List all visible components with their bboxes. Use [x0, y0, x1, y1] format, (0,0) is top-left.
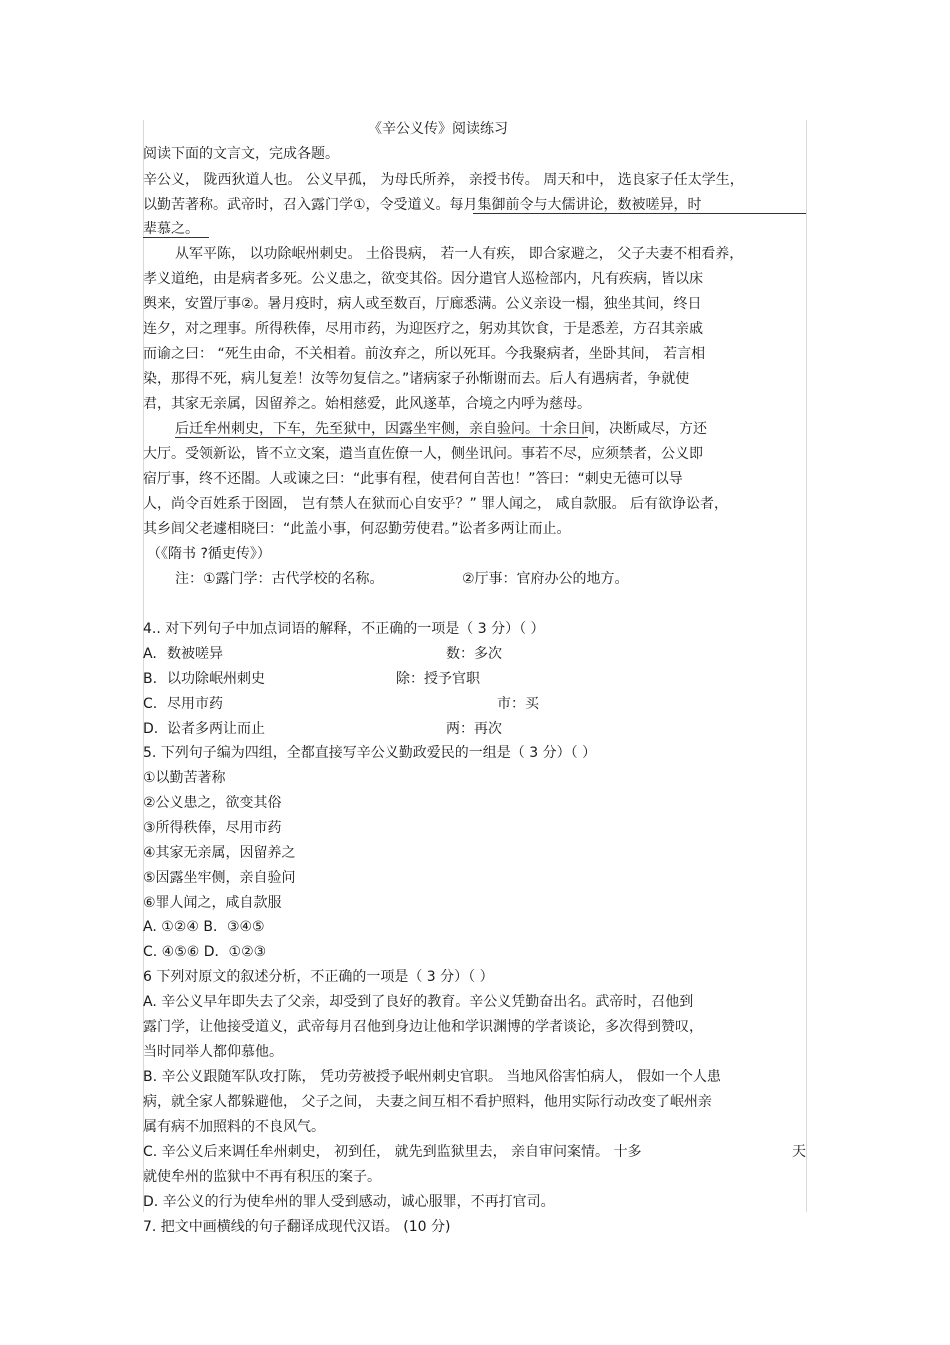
q5-item-4: ④其家无亲属，因留养之 — [143, 845, 296, 861]
p1-line-2: 以勤苦著称。武帝时，召入露门学①，令受道义。每月集御前令与大儒讲论，数被嗟异，时 — [143, 197, 702, 213]
q4-option-a-letter: A. — [143, 646, 157, 662]
q5-item-5: ⑤因露坐牢侧，亲自验问 — [143, 870, 296, 886]
document-title: 《辛公义传》阅读练习 — [368, 121, 508, 137]
q5-stem: 5. 下列句子编为四组，全都直接写辛公义勤政爱民的一组是（ 3 分）（ ） — [143, 745, 597, 761]
q4-option-c-gloss: 市：买 — [497, 696, 539, 712]
p1-line-1: 辛公义， 陇西狄道人也。 公义早孤， 为母氏所养， 亲授书传。 周天和中， 选良家子任太学生， — [143, 172, 744, 188]
q4-option-b-text: 以功除岷州刺史 — [167, 671, 265, 687]
q4-option-a-gloss: 数：多次 — [446, 646, 502, 662]
underline-p3 — [175, 437, 588, 438]
p3-line-2: 大厅。受领新讼，皆不立文案，遣当直佐僚一人，侧坐讯问。事若不尽，应须禁者，公义即 — [143, 446, 703, 462]
q6-option-a-line-3: 当时同举人都仰慕他。 — [143, 1044, 283, 1060]
p1-line-3: 辈慕之。 — [143, 221, 199, 237]
source-citation: （《隋书 ?循吏传》） — [147, 546, 271, 562]
q4-option-d-gloss: 两：再次 — [446, 721, 502, 737]
p2-line-1: 从军平陈， 以功除岷州刺史。 土俗畏病， 若一人有疾， 即合家避之， 父子夫妻不相看养， — [175, 246, 744, 262]
q6-option-a-line-1: A. 辛公义早年即失去了父亲，却受到了良好的教育。辛公义凭勤奋出名。武帝时，召他到 — [143, 994, 694, 1010]
q6-option-c-line-2: 就使牟州的监狱中不再有积压的案子。 — [143, 1169, 381, 1185]
note-1: 注：①露门学：古代学校的名称。 — [175, 571, 384, 587]
instruction: 阅读下面的文言文，完成各题。 — [143, 146, 339, 162]
q6-option-d: D. 辛公义的行为使牟州的罪人受到感动，诚心服罪，不再打官司。 — [143, 1194, 555, 1210]
q5-item-1: ①以勤苦著称 — [143, 770, 226, 786]
q4-stem: 4.. 对下列句子中加点词语的解释，不正确的一项是（ 3 分）（ ） — [143, 621, 545, 637]
right-margin-line — [806, 120, 807, 1212]
q6-option-c-line-1-end: 天 — [792, 1144, 806, 1160]
p2-line-3: 舆来，安置厅事②。暑月疫时，病人或至数百，厅廊悉满。公义亲设一榻，独坐其间，终日 — [143, 296, 702, 312]
p2-line-7: 君，其家无亲属，因留养之。始相慈爱，此风遂革，合境之内呼为慈母。 — [143, 396, 591, 412]
note-2: ②厅事：官府办公的地方。 — [462, 571, 629, 587]
underline-p1-b — [143, 237, 209, 238]
q4-option-c-letter: C. — [143, 696, 158, 712]
p2-line-5: 而谕之曰： “死生由命，不关相着。前汝弃之，所以死耳。今我聚病者，坐卧其间， 若言相 — [143, 346, 706, 362]
p3-line-1: 后迁牟州刺史，下车，先至狱中，因露坐牢侧，亲自验问。十余日间，决断咸尽，方还 — [175, 421, 707, 437]
q6-option-b-line-2: 病，就全家人都躲避他， 父子之间， 夫妻之间互相不看护照料，他用实际行动改变了岷州亲 — [143, 1094, 712, 1110]
p2-line-2: 孝义道绝，由是病者多死。公义患之，欲变其俗。因分遣官人巡检部内，凡有疾病，皆以床 — [143, 271, 703, 287]
p3-line-3: 宿厅事，终不还閤。人或谏之曰：“此事有程，使君何自苦也！”答曰：“刺史无德可以导 — [143, 471, 683, 487]
q4-option-b-gloss: 除：授予官职 — [396, 671, 480, 687]
q5-item-2: ②公义患之，欲变其俗 — [143, 795, 282, 811]
q6-option-b-line-1: B. 辛公义跟随军队攻打陈， 凭功劳被授予岷州刺史官职。 当地风俗害怕病人， 假如一个人患 — [143, 1069, 721, 1085]
q6-option-a-line-2: 露门学，让他接受道义，武帝每月召他到身边让他和学识渊博的学者谈论，多次得到赞叹， — [143, 1019, 703, 1035]
p3-line-4: 人，尚令百姓系于囹圄， 岂有禁人在狱而心自安乎？” 罪人闻之， 咸自款服。 后有欲诤讼者， — [143, 496, 729, 512]
q5-item-3: ③所得秩俸，尽用市药 — [143, 820, 282, 836]
p2-line-4: 连夕，对之理事。所得秩俸，尽用市药，为迎医疗之，躬劝其饮食，于是悉差，方召其亲戚 — [143, 321, 703, 337]
underline-p1-a — [473, 213, 806, 214]
q4-option-c-text: 尽用市药 — [167, 696, 223, 712]
q6-option-b-line-3: 属有病不加照料的不良风气。 — [143, 1119, 325, 1135]
q6-option-c-line-1: C. 辛公义后来调任牟州刺史， 初到任， 就先到监狱里去， 亲自审问案情。 十多 — [143, 1144, 642, 1160]
q5-item-6: ⑥罪人闻之，咸自款服 — [143, 895, 282, 911]
q4-option-d-text: 讼者多两让而止 — [167, 721, 265, 737]
q4-option-a-text: 数被嗟异 — [167, 646, 223, 662]
p2-line-6: 染，那得不死，病儿复差！汝等勿复信之。”诸病家子孙惭谢而去。后人有遇病者，争就使 — [143, 371, 690, 387]
q4-option-d-letter: D. — [143, 721, 159, 737]
q4-option-b-letter: B. — [143, 671, 158, 687]
q7-stem: 7. 把文中画横线的句子翻译成现代汉语。 (10 分) — [143, 1219, 451, 1235]
p3-line-5: 其乡闾父老遽相晓曰：“此盖小事，何忍勤劳使君。”讼者多两让而止。 — [143, 521, 571, 537]
q5-options-cd: C. ④⑤⑥ D．①②③ — [143, 944, 267, 960]
q5-options-ab: A. ①②④ B．③④⑤ — [143, 919, 265, 935]
q6-stem: 6 下列对原文的叙述分析，不正确的一项是（ 3 分）（ ） — [143, 969, 494, 985]
